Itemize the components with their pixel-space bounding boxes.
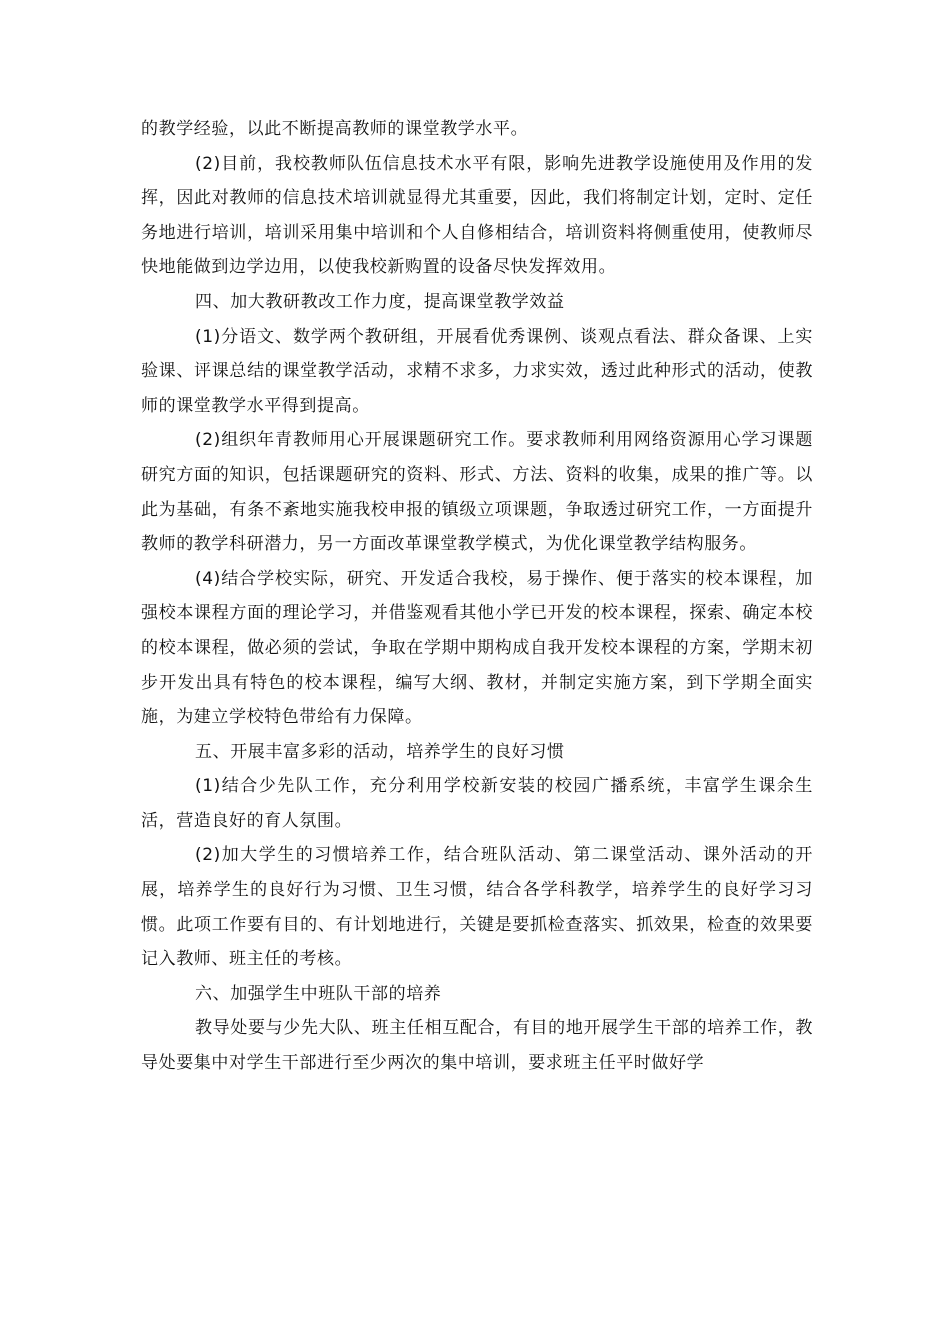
paragraph-habit-training: (2)加大学生的习惯培养工作，结合班队活动、第二课堂活动、课外活动的开展，培养学生的良好行为习惯、卫生习惯，结合各学科教学，培养学生的良好学习习惯。此项工作要有目的、有计划地进行，关键是要抓检查落实、抓效果，检查的效果要记入教师、班主任的考核。 (141, 845, 813, 970)
section-heading-6: 六、加强学生中班队干部的培养 (195, 983, 442, 1004)
paragraph-research-topics: (2)组织年青教师用心开展课题研究工作。要求教师利用网络资源用心学习课题研究方面的知识，包括课题研究的资料、形式、方法、资料的收集，成果的推广等。以此为基础，有条不紊地实施我校申报的镇级立项课题，争取透过研究工作，一方面提升教师的教学科研潜力，另一方面改革课堂教学模式，为优化课堂教学结构服务。 (141, 430, 813, 555)
document-body (141, 112, 813, 1081)
section-heading-4: 四、加大教研教改工作力度，提高课堂教学效益 (195, 291, 565, 312)
paragraph-school-curriculum: (4)结合学校实际，研究、开发适合我校，易于操作、便于落实的校本课程，加强校本课程方面的理论学习，并借鉴观看其他小学已开发的校本课程，探索、确定本校的校本课程，做必须的尝试，争取在学期中期构成自我开发校本课程的方案，学期末初步开发出具有特色的校本课程，编写大纲、教材，并制定实施方案，到下学期全面实施，为建立学校特色带给有力保障。 (141, 568, 813, 728)
paragraph-it-training: (2)目前，我校教师队伍信息技术水平有限，影响先进教学设施使用及作用的发挥，因此对教师的信息技术培训就显得尤其重要，因此，我们将制定计划，定时、定任务地进行培训，培训采用集中培训和个人自修相结合，培训资料将侧重使用，使教师尽快地能做到边学边用，以使我校新购置的设备尽快发挥效用。 (141, 153, 813, 278)
paragraph-young-pioneers: (1)结合少先队工作，充分利用学校新安装的校园广播系统，丰富学生课余生活，营造良好的育人氛围。 (141, 776, 813, 831)
section-heading-5: 五、开展丰富多彩的活动，培养学生的良好习惯 (195, 741, 565, 762)
paragraph-student-leaders: 教导处要与少先大队、班主任相互配合，有目的地开展学生干部的培养工作，教导处要集中对学生干部进行至少两次的集中培训，要求班主任平时做好学 (141, 1018, 813, 1074)
paragraph-continuation: 的教学经验，以此不断提高教师的课堂教学水平。 (141, 119, 529, 139)
paragraph-teaching-groups: (1)分语文、数学两个教研组，开展看优秀课例、谈观点看法、群众备课、上实验课、评课总结的课堂教学活动，求精不求多，力求实效，透过此种形式的活动，使教师的课堂教学水平得到提高。 (141, 326, 813, 416)
